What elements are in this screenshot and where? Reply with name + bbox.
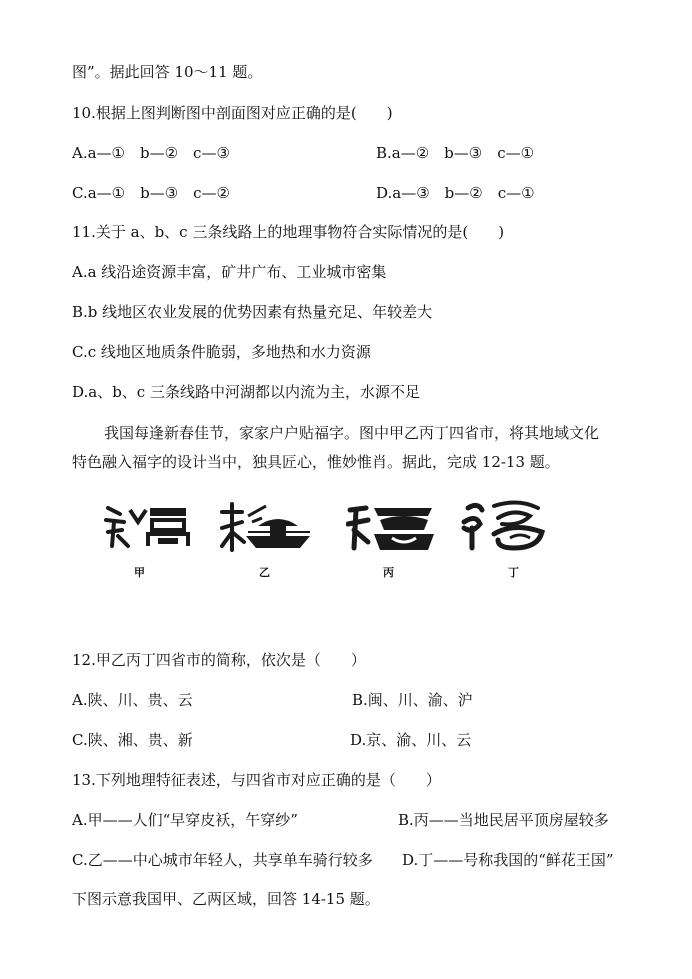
intro-paragraph-line-2: 特色融入福字的设计当中，独具匠心，惟妙惟肖。据此，完成 12-13 题。 — [72, 453, 560, 471]
question-10: 10.根据上图判断图中剖面图对应正确的是( ) — [72, 104, 393, 122]
question-13: 13.下列地理特征表述，与四省市对应正确的是（ ） — [72, 771, 441, 789]
option-13-c: C.乙——中心城市年轻人，共享单车骑行较多 — [72, 851, 373, 869]
option-12-b: B.闽、川、渝、沪 — [352, 691, 473, 709]
fu-label-jia: 甲 — [134, 566, 145, 579]
question-11: 11.关于 a、b、c 三条线路上的地理事物符合实际情况的是( ) — [72, 223, 505, 241]
option-10-c: C.a—① b—③ c—② — [72, 184, 230, 202]
option-10-d: D.a—③ b—② c—① — [376, 184, 535, 202]
intro-14-15: 下图示意我国甲、乙两区域，回答 14-15 题。 — [72, 890, 380, 908]
option-13-a: A.甲——人们“早穿皮袄，午穿纱” — [72, 811, 298, 829]
option-10-b: B.a—② b—③ c—① — [376, 144, 535, 162]
intro-paragraph-line-1: 我国每逢新春佳节，家家户户贴福字。图中甲乙丙丁四省市，将其地域文化 — [104, 424, 600, 442]
option-11-d: D.a、b、c 三条线路中河湖都以内流为主，水源不足 — [72, 383, 420, 401]
question-12: 12.甲乙丙丁四省市的简称，依次是（ ） — [72, 651, 366, 669]
option-11-b: B.b 线地区农业发展的优势因素有热量充足、年较差大 — [72, 303, 433, 321]
option-13-b: B.丙——当地民居平顶房屋较多 — [398, 811, 609, 829]
option-10-a: A.a—① b—② c—③ — [72, 144, 230, 162]
option-12-a: A.陕、川、贵、云 — [72, 691, 193, 709]
fu-figure — [100, 500, 560, 560]
fu-label-ding: 丁 — [508, 566, 519, 579]
fu-bing-icon — [346, 502, 436, 552]
option-12-d: D.京、渝、川、云 — [350, 731, 472, 749]
option-11-c: C.c 线地区地质条件脆弱，多地热和水力资源 — [72, 343, 371, 361]
option-12-c: C.陕、湘、贵、新 — [72, 731, 193, 749]
fu-ding-icon — [458, 500, 550, 552]
option-13-d: D.丁——号称我国的“鲜花王国” — [402, 851, 614, 869]
option-11-a: A.a 线沿途资源丰富，矿井广布、工业城市密集 — [72, 263, 387, 281]
fu-jia-icon — [102, 502, 194, 552]
fu-label-bing: 丙 — [383, 566, 394, 579]
line-intro-tail: 图”。据此回答 10～11 题。 — [72, 63, 263, 81]
fu-label-yi: 乙 — [259, 566, 270, 579]
fu-yi-icon — [218, 502, 314, 552]
